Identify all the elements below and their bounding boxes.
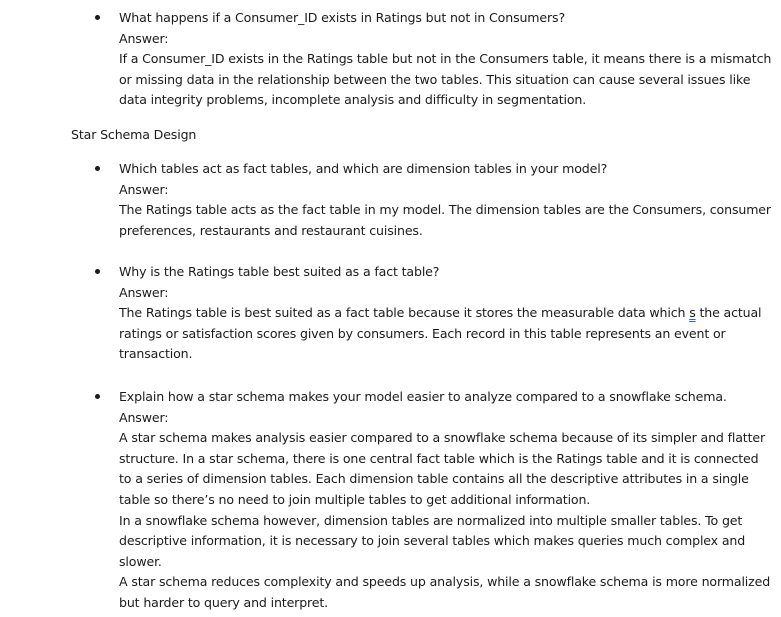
answer-line: A star schema reduces complexity and speeds up analysis, while a snowflake schema is more normalized	[119, 574, 771, 590]
answer-line: A star schema makes analysis easier compared to a snowflake schema because of its simpler and flatter	[119, 430, 765, 446]
question-text: What happens if a Consumer_ID exists in Ratings but not in Consumers?	[119, 10, 565, 25]
grammar-marked-word[interactable]: s	[689, 305, 696, 321]
answer-line: table so there’s no need to join multiple tables to get additional information.	[119, 491, 591, 507]
answer-line	[119, 303, 762, 324]
bullet-icon	[95, 269, 100, 274]
answer-line: The Ratings table acts as the fact table in my model. The dimension tables are the Consumers, consumer	[119, 202, 771, 218]
qa-item-fact-dimension	[119, 159, 771, 241]
answer-text-before: The Ratings table is best suited as a fact table because it stores the measurable data which	[119, 305, 690, 321]
bullet-icon	[95, 166, 100, 171]
answer-label: Answer:	[119, 284, 169, 300]
bullet-icon	[95, 394, 100, 399]
qa-item-missing-consumer	[119, 8, 772, 111]
question-text: Which tables act as fact tables, and which are dimension tables in your model?	[119, 161, 608, 176]
answer-line: preferences, restaurants and restaurant cuisines.	[119, 222, 423, 238]
qa-item-star-vs-snowflake	[119, 387, 771, 614]
answer-line: structure. In a star schema, there is one central fact table which is the Ratings table and it is connected	[119, 450, 759, 466]
answer-line: to a series of dimension tables. Each dimension table contains all the descriptive attributes in a single	[119, 471, 749, 487]
question-text: Why is the Ratings table best suited as a fact table?	[119, 264, 440, 279]
answer-line: transaction.	[119, 346, 193, 362]
section-heading: Star Schema Design	[71, 127, 197, 142]
answer-label: Answer:	[119, 181, 169, 197]
answer-line: If a Consumer_ID exists in the Ratings table but not in the Consumers table, it means there is a mismatch	[119, 51, 772, 67]
answer-line: but harder to query and interpret.	[119, 594, 329, 610]
answer-text-after: the actual	[695, 305, 762, 321]
answer-label: Answer:	[119, 409, 169, 425]
answer-line: data integrity problems, incomplete analysis and difficulty in segmentation.	[119, 92, 587, 108]
answer-line: descriptive information, it is necessary to join several tables which makes queries much complex and	[119, 533, 746, 549]
answer-line: slower.	[119, 553, 162, 569]
answer-line: ratings or satisfaction scores given by consumers. Each record in this table represents an event or	[119, 325, 726, 341]
answer-line: or missing data in the relationship between the two tables. This situation can cause several issues like	[119, 71, 751, 87]
answer-line: In a snowflake schema however, dimension tables are normalized into multiple smaller tables. To get	[119, 512, 743, 528]
question-text: Explain how a star schema makes your model easier to analyze compared to a snowflake schema.	[119, 389, 727, 404]
answer-label: Answer:	[119, 30, 169, 46]
qa-item-ratings-fact	[119, 262, 762, 365]
bullet-icon	[95, 15, 100, 20]
